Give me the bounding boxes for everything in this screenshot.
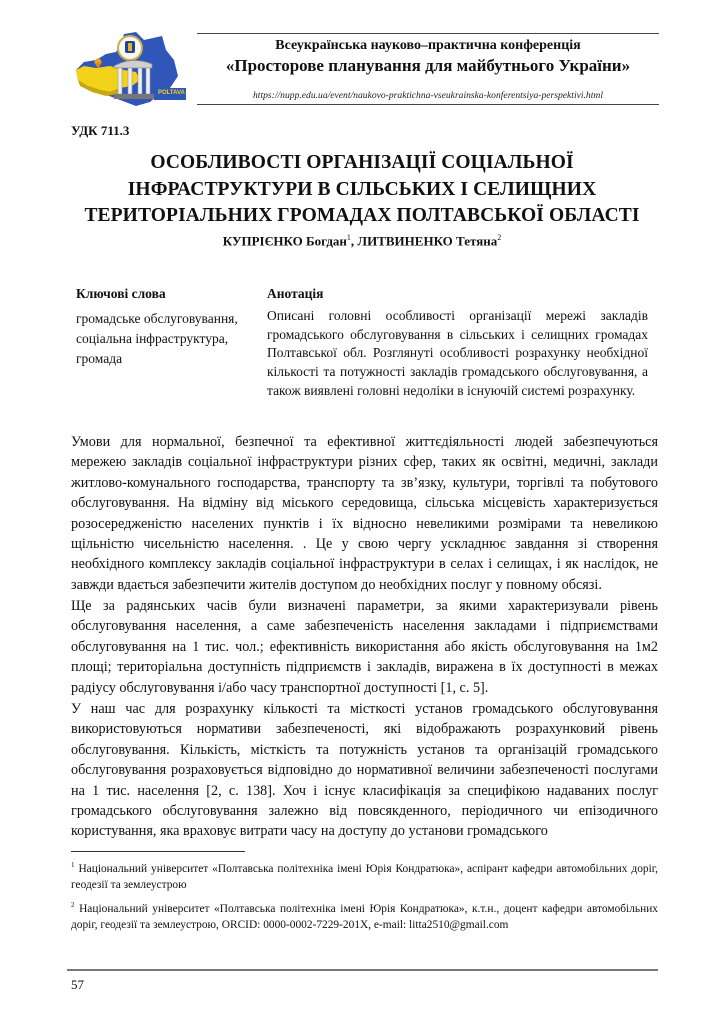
footnote: [71, 897, 658, 934]
title-line: ТЕРИТОРІАЛЬНИХ ГРОМАДАХ ПОЛТАВСЬКОЇ ОБЛАСТІ: [84, 205, 640, 226]
body-paragraph: Умови для нормальної, безпечної та ефективної життєдіяльності людей забезпечуються мережею закладів соціальної інфраструктури різних сфер, таких як освітні, медичні, заклади житлово-комунального господарства, транспорту та зв’язку, культури, торгівлі та побутового обслуговування. На відміну від міського середовища, сільська місцевість характеризується розосередженістю населених пунктів і їх відносно невеликими розмірами та невеликою щільністю чисельністю населення. . Це у свою чергу ускладнює завдання зі створення необхідного комплексу закладів соціальної інфраструктури в селах і селищах, і як наслідок, не завжди вдається забезпечити жителів доступом до необхідних послуг у повному обсязі.: [71, 434, 658, 593]
author-separator: ,: [350, 233, 358, 249]
conference-url[interactable]: https://nupp.edu.ua/event/naukovo-praktichna-vseukrainska-konferentsiya-perspektivi.html: [253, 90, 603, 101]
author-name: ЛИТВИНЕНКО Тетяна: [357, 233, 498, 249]
header-top-rule: [197, 33, 659, 34]
title-line: ОСОБЛИВОСТІ ОРГАНІЗАЦІЇ СОЦІАЛЬНОЇ: [150, 152, 574, 173]
keywords-text: громадське обслуговування, соціальна інфраструктура, громада: [76, 311, 238, 366]
footnote-separator: [71, 851, 245, 852]
footnote-mark: 1: [71, 861, 75, 869]
keywords-heading: Ключові слова: [76, 286, 166, 301]
page-number: 57: [71, 977, 84, 992]
footnote-text: Національний університет «Полтавська політехніка імені Юрія Кондратюка», к.т.н., доцент кафедри автомобільних доріг, геодезії та землеустрою, ORCID: 0000-0002-7229-201X, e-mail: litta2510@gmail.com: [71, 902, 658, 932]
footnote-mark: 1: [346, 233, 351, 242]
footnote-text: Національний університет «Полтавська політехніка імені Юрія Кондратюка», аспірант кафедри автомобільних доріг, геодезії та землеустрою: [71, 862, 658, 892]
udk-code: УДК 711.3: [71, 123, 130, 138]
author-name: КУПРІЄНКО Богдан: [222, 233, 347, 249]
abstract-text: Описані головні особливості організації мережі закладів громадського обслуговування в сільських і селищних громадах Полтавської обл. Розглянуті особливості розрахунку необхідної кількості та потужності закладів громадського обслуговування, а також виявлені головні недоліки в існуючій системі розрахунку.: [267, 308, 648, 398]
author-list: [60, 233, 664, 249]
ukraine-map-poltava-icon: [66, 30, 186, 108]
conference-logo: [66, 30, 186, 108]
title-line: ІНФРАСТРУКТУРИ В СІЛЬСЬКИХ І СЕЛИЩНИХ: [127, 178, 597, 200]
logo-label: POLTAVA: [158, 90, 185, 96]
footer-rule: [67, 969, 658, 971]
footnote-mark: 2: [497, 233, 502, 242]
footnote: [71, 857, 658, 894]
body-paragraph: У наш час для розрахунку кількості та місткості установ громадського обслуговування використовуються нормативи забезпеченості, які відображають розрахунковий рівень обслуговування. Кількість, місткість та потужність установ та організацій громадського обслуговування розраховується відповідно до нормативної величини забезпеченості послугами на 1 тис. населення [2, с. 138]. Хоч і існує класифікація за специфікою надаваних послуг громадського обслуговування залежно від повсякденного, періодичного чи епізодичного користування, яка враховує витрати часу на доступу до установи громадського: [71, 701, 658, 840]
conference-name: «Просторове планування для майбутнього України»: [225, 56, 631, 75]
article-title: [60, 150, 664, 230]
footnote-mark: 2: [71, 901, 75, 909]
abstract-heading: Анотація: [267, 286, 324, 301]
header-bottom-rule: [197, 104, 659, 105]
conference-type: Всеукраїнська науково–практична конференція: [275, 38, 581, 53]
body-paragraph: Ще за радянських часів були визначені параметри, за якими характеризували рівень обслуговування населення, а саме забезпеченість населення закладами і підприємствами обслуговування на 1 тис. чол.; ефективність використання або якість обслуговування на 1м2 площі; територіальна доступність підприємств і закладів, виражена в їх доступності в межах радіусу обслуговування і/або часу транспортної доступності [1, с. 5].: [71, 598, 658, 696]
